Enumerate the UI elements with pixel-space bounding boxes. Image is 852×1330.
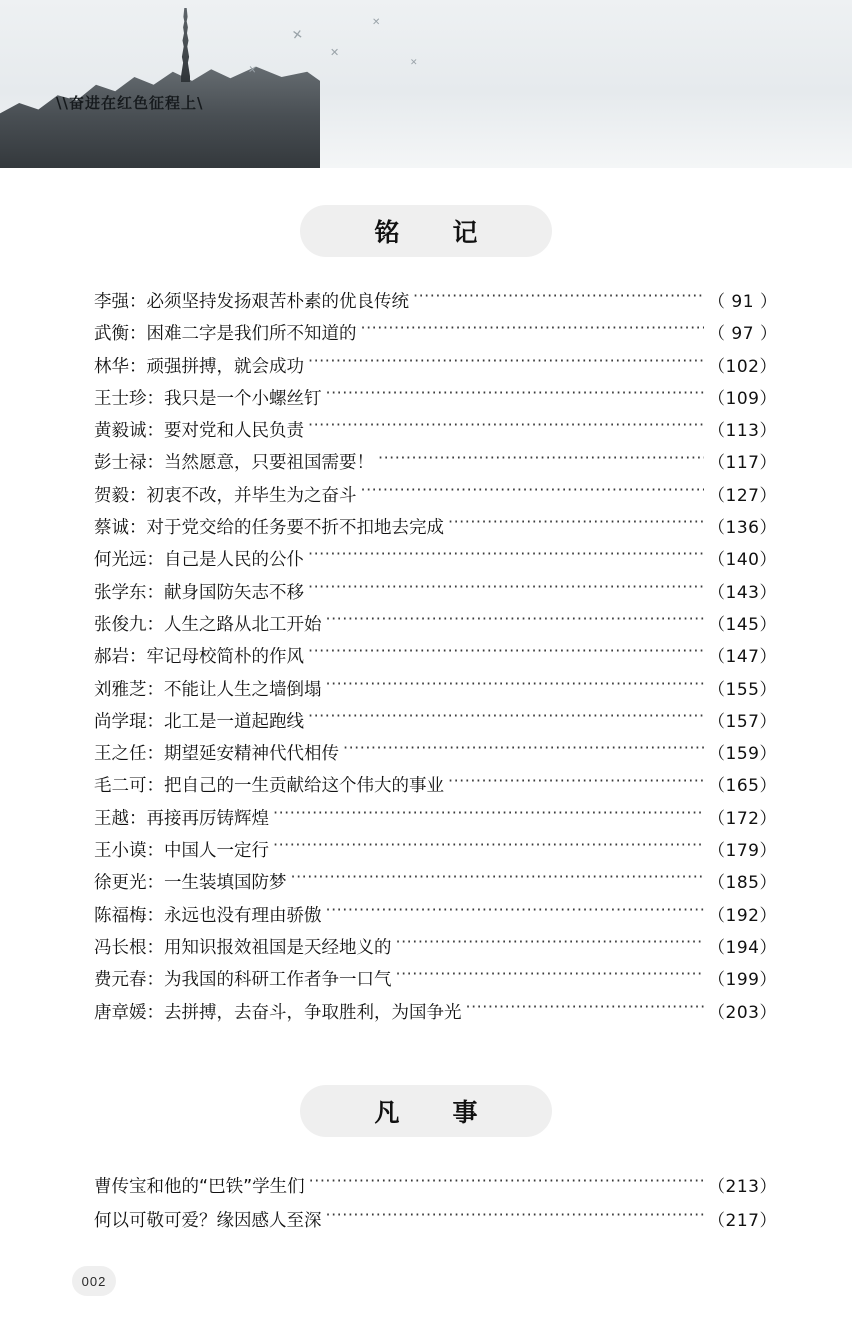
toc-entry-page: （145） [708, 614, 777, 635]
toc-entry-page: （194） [708, 937, 777, 958]
toc-entry[interactable] [94, 578, 777, 610]
bird-icon: ✕ [291, 26, 304, 43]
toc-leader-dots [326, 1209, 705, 1227]
toc-entry[interactable] [94, 901, 777, 933]
toc-leader-dots [326, 903, 705, 921]
toc-entry-title: 王之任：期望延安精神代代相传 [94, 744, 339, 765]
toc-entry-page: （185） [708, 873, 777, 894]
toc-entry-title: 冯长根：用知识报效祖国是天经地义的 [94, 937, 392, 958]
toc-entry-page: （ 97 ） [708, 324, 778, 345]
toc-entry-page: （157） [708, 711, 777, 732]
toc-entry[interactable] [94, 319, 778, 351]
toc-leader-dots [343, 742, 704, 760]
toc-entry[interactable] [94, 739, 777, 771]
toc-entry-title: 何光远：自己是人民的公仆 [94, 550, 304, 571]
toc-leader-dots [326, 386, 705, 404]
bird-icon: ✕ [330, 47, 340, 59]
toc-leader-dots [396, 935, 705, 953]
toc-entry-page: （ 91 ） [708, 292, 778, 312]
toc-leader-dots [466, 1000, 705, 1018]
toc-entry[interactable] [94, 1206, 777, 1240]
toc-leader-dots [326, 677, 705, 695]
page-number: 002 [72, 1266, 116, 1296]
toc-leader-dots [273, 839, 704, 857]
toc-entry-page: （136） [708, 518, 777, 539]
toc-entry[interactable] [94, 965, 777, 997]
toc-leader-dots [308, 419, 704, 437]
toc-entry-page: （127） [708, 485, 777, 506]
toc-list-ming-ji [94, 287, 778, 1030]
toc-leader-dots [413, 290, 704, 308]
toc-entry-title: 武衡：困难二字是我们所不知道的 [94, 324, 357, 345]
toc-entry-title: 毛二可：把自己的一生贡献给这个伟大的事业 [94, 776, 444, 797]
toc-list-fan-shi [94, 1172, 777, 1240]
toc-entry-page: （165） [708, 776, 777, 797]
toc-leader-dots [448, 516, 704, 534]
toc-leader-dots [396, 968, 705, 986]
toc-entry-page: （199） [708, 970, 777, 991]
toc-entry[interactable] [94, 610, 777, 642]
toc-entry-title: 尚学琨：北工是一道起跑线 [94, 711, 304, 732]
toc-leader-dots [273, 806, 704, 824]
toc-entry-page: （155） [708, 679, 777, 700]
toc-leader-dots [326, 612, 705, 630]
toc-leader-dots [448, 774, 704, 792]
toc-entry[interactable] [94, 675, 777, 707]
toc-leader-dots [291, 871, 705, 889]
toc-leader-dots [378, 451, 704, 469]
toc-entry-page: （147） [708, 647, 777, 668]
toc-entry-title: 王小谟：中国人一定行 [94, 841, 269, 862]
toc-entry-title: 王越：再接再厉铸辉煌 [94, 808, 269, 829]
toc-entry-title: 刘雅芝：不能让人生之墙倒塌 [94, 679, 322, 700]
toc-leader-dots [309, 1175, 704, 1193]
toc-entry-title: 张俊九：人生之路从北工开始 [94, 614, 322, 635]
toc-entry-page: （203） [708, 1002, 777, 1023]
toc-leader-dots [308, 548, 704, 566]
toc-entry[interactable] [94, 416, 777, 448]
toc-entry-page: （213） [708, 1177, 777, 1197]
toc-leader-dots [308, 645, 704, 663]
toc-entry-page: （159） [708, 744, 777, 765]
toc-entry[interactable] [94, 1172, 777, 1206]
toc-entry-title: 何以可敬可爱？缘因感人至深 [94, 1211, 322, 1231]
toc-entry[interactable] [94, 868, 777, 900]
toc-entry-title: 费元春：为我国的科研工作者争一口气 [94, 970, 392, 991]
bird-icon: ✕ [410, 57, 418, 67]
toc-leader-dots [308, 354, 704, 372]
page-header-band [0, 0, 852, 168]
toc-entry-title: 蔡诚：对于党交给的任务要不折不扣地去完成 [94, 518, 444, 539]
toc-entry-page: （217） [708, 1211, 777, 1231]
toc-entry[interactable] [94, 448, 777, 480]
toc-entry[interactable] [94, 384, 777, 416]
toc-entry-title: 唐章媛：去拼搏，去奋斗，争取胜利，为国争光 [94, 1002, 462, 1023]
toc-entry[interactable] [94, 998, 777, 1030]
toc-leader-dots [308, 580, 704, 598]
toc-leader-dots [308, 709, 704, 727]
toc-entry[interactable] [94, 804, 777, 836]
toc-entry-title: 黄毅诚：要对党和人民负责 [94, 421, 304, 442]
toc-entry-title: 张学东：献身国防矢志不移 [94, 582, 304, 603]
toc-leader-dots [361, 483, 705, 501]
pagoda-tower-icon [178, 8, 193, 82]
toc-entry-page: （172） [708, 808, 777, 829]
toc-entry[interactable] [94, 545, 777, 577]
toc-entry[interactable] [94, 933, 777, 965]
toc-entry-page: （179） [708, 841, 777, 862]
bird-icon: ✕ [247, 64, 257, 77]
toc-entry-title: 陈福梅：永远也没有理由骄傲 [94, 905, 322, 926]
toc-entry-title: 林华：顽强拼搏，就会成功 [94, 356, 304, 377]
toc-entry-page: （113） [708, 421, 777, 442]
toc-entry[interactable] [94, 287, 778, 319]
toc-entry-title: 徐更光：一生装填国防梦 [94, 873, 287, 894]
section-heading-ming-ji: 铭 记 [300, 205, 552, 257]
toc-entry[interactable] [94, 642, 777, 674]
toc-entry-page: （143） [708, 582, 777, 603]
toc-entry-title: 曹传宝和他的“巴铁”学生们 [94, 1177, 305, 1197]
toc-entry[interactable] [94, 771, 777, 803]
toc-entry-title: 郝岩：牢记母校简朴的作风 [94, 647, 304, 668]
toc-entry-title: 贺毅：初衷不改，并毕生为之奋斗 [94, 485, 357, 506]
toc-leader-dots [361, 322, 705, 340]
toc-entry[interactable] [94, 707, 777, 739]
toc-entry[interactable] [94, 513, 777, 545]
toc-entry-page: （192） [708, 905, 777, 926]
toc-entry[interactable] [94, 836, 777, 868]
toc-entry[interactable] [94, 352, 777, 384]
toc-entry-title: 李强：必须坚持发扬艰苦朴素的优良传统 [94, 292, 409, 312]
toc-entry[interactable] [94, 481, 777, 513]
section-heading-fan-shi: 凡 事 [300, 1085, 552, 1137]
bird-icon: ✕ [372, 17, 381, 28]
toc-entry-page: （117） [708, 453, 777, 474]
toc-entry-page: （140） [708, 550, 777, 571]
running-head: \\奋进在红色征程上\ [56, 94, 204, 112]
toc-entry-title: 彭士禄：当然愿意，只要祖国需要！ [94, 453, 374, 474]
toc-entry-page: （109） [708, 388, 777, 409]
toc-entry-title: 王士珍：我只是一个小螺丝钉 [94, 388, 322, 409]
toc-entry-page: （102） [708, 356, 777, 377]
